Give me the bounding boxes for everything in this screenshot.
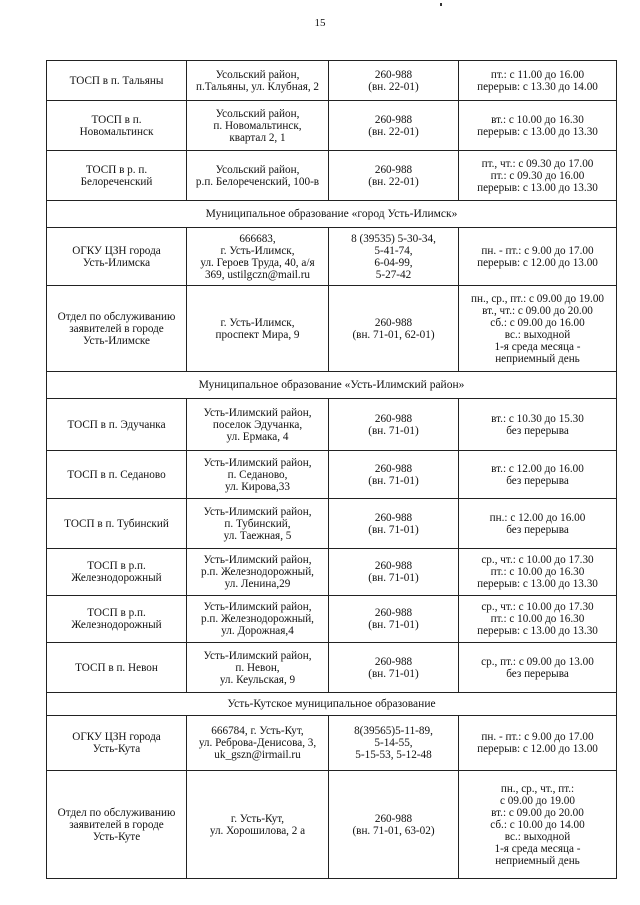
cell-line: 8(39565)5-11-89, xyxy=(354,725,433,737)
cell-line: поселок Эдучанка, xyxy=(212,418,303,431)
cell-line: Усть-Илимска xyxy=(82,256,151,269)
cell-line: ул. Кирова,33 xyxy=(225,480,290,493)
cell-line: неприемный день xyxy=(495,854,580,867)
cell-line: ул. Кеульская, 9 xyxy=(219,673,296,686)
office-row xyxy=(47,643,617,693)
cell-line: (вн. 71-01, 63-02) xyxy=(352,824,435,837)
cell-line: неприемный день xyxy=(495,352,580,365)
cell-line: вт.: с 09.00 до 20.00 xyxy=(491,806,584,819)
hours-cell xyxy=(459,451,617,499)
cell-line: 1-я среда месяца - xyxy=(494,842,581,855)
office-name-cell xyxy=(47,643,187,693)
office-name-cell xyxy=(47,716,187,771)
cell-line: 260-988 xyxy=(374,163,413,176)
hours-cell xyxy=(459,716,617,771)
section-title: Муниципальное образование «Усть-Илимский район» xyxy=(47,372,617,399)
phone-cell xyxy=(329,151,459,201)
cell-line: Усть-Кута xyxy=(92,743,141,755)
cell-line: Новомальтинск xyxy=(79,125,154,138)
cell-line: пт.: с 10.00 до 16.30 xyxy=(490,566,585,578)
cell-line: пт.: с 09.30 до 16.00 xyxy=(490,169,585,182)
scan-speck xyxy=(440,3,442,6)
phone-cell xyxy=(329,399,459,451)
cell-line: ТОСП в п. Эдучанка xyxy=(67,418,166,431)
office-name-cell xyxy=(47,499,187,549)
address-cell xyxy=(187,499,329,549)
phone-cell xyxy=(329,499,459,549)
cell-line: вс.: выходной xyxy=(504,830,571,843)
office-name-cell xyxy=(47,286,187,372)
cell-line: п. Тубинский, xyxy=(224,517,291,530)
cell-line: (вн. 71-01) xyxy=(368,523,419,536)
phone-cell xyxy=(329,549,459,596)
section-title: Муниципальное образование «город Усть-Илимск» xyxy=(47,201,617,228)
cell-line: без перерыва xyxy=(506,667,569,680)
cell-line: сб.: с 10.00 до 14.00 xyxy=(490,818,585,831)
cell-line: 260-988 xyxy=(374,560,413,572)
cell-line: заявителей в городе xyxy=(69,322,164,335)
hours-cell xyxy=(459,549,617,596)
office-name-cell xyxy=(47,596,187,643)
cell-line: 1-я среда месяца - xyxy=(494,340,581,353)
cell-line: Усть-Илимске xyxy=(82,334,151,347)
cell-line: ТОСП в п. Седаново xyxy=(67,468,166,481)
cell-line: ОГКУ ЦЗН города xyxy=(72,244,161,257)
hours-cell xyxy=(459,228,617,286)
phone-cell xyxy=(329,716,459,771)
hours-cell xyxy=(459,151,617,201)
cell-line: Усть-Илимский район, xyxy=(203,554,312,566)
cell-line: ТОСП в р.п. xyxy=(87,560,146,572)
cell-line: 5-41-74, xyxy=(374,244,413,257)
cell-line: 260-988 xyxy=(374,607,413,619)
cell-line: квартал 2, 1 xyxy=(229,131,286,144)
hours-cell xyxy=(459,771,617,879)
cell-line: (вн. 22-01) xyxy=(368,80,419,93)
cell-line: вт.: с 10.00 до 16.30 xyxy=(491,113,584,126)
cell-line: Белореченский xyxy=(80,175,153,188)
address-cell xyxy=(187,151,329,201)
cell-line: пн.: с 12.00 до 16.00 xyxy=(489,511,586,524)
office-name-cell xyxy=(47,228,187,286)
hours-cell xyxy=(459,101,617,151)
cell-line: ТОСП в п. xyxy=(91,113,142,126)
address-cell xyxy=(187,549,329,596)
cell-line: 260-988 xyxy=(374,316,413,329)
phone-cell xyxy=(329,286,459,372)
cell-line: (вн. 71-01) xyxy=(368,424,419,437)
cell-line: пн. - пт.: с 9.00 до 17.00 xyxy=(481,731,594,743)
cell-line: (вн. 71-01) xyxy=(368,619,419,631)
cell-line: 260-988 xyxy=(374,68,413,81)
section-header-row xyxy=(47,693,617,716)
cell-line: без перерыва xyxy=(506,474,569,487)
office-name-cell xyxy=(47,451,187,499)
cell-line: р.п. Белореченский, 100-в xyxy=(195,175,320,188)
cell-line: п.Тальяны, ул. Клубная, 2 xyxy=(195,80,320,93)
phone-cell xyxy=(329,228,459,286)
section-header-row xyxy=(47,201,617,228)
cell-line: вт.: с 12.00 до 16.00 xyxy=(491,462,584,475)
office-row xyxy=(47,399,617,451)
cell-line: 260-988 xyxy=(374,412,413,425)
section-title: Усть-Кутское муниципальное образование xyxy=(47,693,617,716)
cell-line: 260-988 xyxy=(374,462,413,475)
cell-line: Отдел по обслуживанию xyxy=(57,310,176,323)
phone-cell xyxy=(329,771,459,879)
cell-line: ТОСП в р.п. xyxy=(87,607,146,619)
cell-line: Усть-Куте xyxy=(92,830,141,843)
cell-line: г. Усть-Кут, xyxy=(230,812,285,825)
cell-line: ср., пт.: с 09.00 до 13.00 xyxy=(481,655,594,668)
address-cell xyxy=(187,596,329,643)
cell-line: (вн. 71-01, 62-01) xyxy=(352,328,435,341)
cell-line: Железнодорожный xyxy=(71,572,162,584)
cell-line: р.п. Железнодорожный, xyxy=(201,613,314,625)
office-name-cell xyxy=(47,771,187,879)
office-row xyxy=(47,716,617,771)
office-name-cell xyxy=(47,399,187,451)
cell-line: ТОСП в п. Невон xyxy=(75,661,158,674)
hours-cell xyxy=(459,643,617,693)
cell-line: 260-988 xyxy=(374,812,413,825)
cell-line: перерыв: с 13.00 до 13.30 xyxy=(477,125,598,138)
office-name-cell xyxy=(47,101,187,151)
cell-line: заявителей в городе xyxy=(69,818,164,831)
hours-cell xyxy=(459,286,617,372)
phone-cell xyxy=(329,61,459,101)
cell-line: Усть-Илимский район, xyxy=(203,406,312,419)
cell-line: пн. - пт.: с 9.00 до 17.00 xyxy=(481,244,594,257)
cell-line: (вн. 22-01) xyxy=(368,175,419,188)
office-row xyxy=(47,101,617,151)
cell-line: вс.: выходной xyxy=(504,328,571,341)
cell-line: перерыв: с 12.00 до 13.00 xyxy=(477,256,598,269)
cell-line: перерыв: с 13.00 до 13.30 xyxy=(477,578,598,590)
cell-line: Усольский район, xyxy=(215,163,300,176)
address-cell xyxy=(187,451,329,499)
cell-line: ул. Хорошилова, 2 а xyxy=(209,824,306,837)
office-name-cell xyxy=(47,61,187,101)
cell-line: 8 (39535) 5-30-34, xyxy=(351,232,436,245)
office-name-cell xyxy=(47,151,187,201)
cell-line: Усть-Илимский район, xyxy=(203,505,312,518)
cell-line: 5-14-55, xyxy=(374,737,413,749)
address-cell xyxy=(187,228,329,286)
cell-line: ул. Таежная, 5 xyxy=(223,529,292,542)
hours-cell xyxy=(459,399,617,451)
address-cell xyxy=(187,643,329,693)
address-cell xyxy=(187,771,329,879)
office-row xyxy=(47,151,617,201)
address-cell xyxy=(187,399,329,451)
cell-line: вт., чт.: с 09.00 до 20.00 xyxy=(482,304,593,317)
office-row xyxy=(47,596,617,643)
cell-line: р.п. Железнодорожный, xyxy=(201,566,314,578)
cell-line: перерыв: с 12.00 до 13.00 xyxy=(477,743,598,755)
hours-cell xyxy=(459,596,617,643)
address-cell xyxy=(187,286,329,372)
cell-line: Отдел по обслуживанию xyxy=(57,806,176,819)
cell-line: пн., ср., пт.: с 09.00 до 19.00 xyxy=(470,292,605,305)
cell-line: ул. Дорожная,4 xyxy=(221,625,294,637)
cell-line: пт.: с 11.00 до 16.00 xyxy=(490,68,585,81)
cell-line: (вн. 71-01) xyxy=(368,474,419,487)
cell-line: сб.: с 09.00 до 16.00 xyxy=(490,316,585,329)
cell-line: перерыв: с 13.00 до 13.30 xyxy=(477,625,598,637)
cell-line: 260-988 xyxy=(374,113,413,126)
cell-line: Усть-Илимский район, xyxy=(203,601,312,613)
cell-line: ТОСП в р. п. xyxy=(85,163,148,176)
cell-line: Усольский район, xyxy=(215,107,300,120)
address-cell xyxy=(187,61,329,101)
cell-line: ул. Героев Труда, 40, а/я xyxy=(200,256,315,269)
cell-line: без перерыва xyxy=(506,424,569,437)
cell-line: 666784, г. Усть-Кут, xyxy=(211,725,304,737)
cell-line: ТОСП в п. Тальяны xyxy=(69,74,164,87)
table-body xyxy=(47,61,617,879)
cell-line: пт., чт.: с 09.30 до 17.00 xyxy=(481,157,594,170)
cell-line: 369, ustilgczn@mail.ru xyxy=(204,268,311,281)
office-row xyxy=(47,499,617,549)
office-name-cell xyxy=(47,549,187,596)
cell-line: перерыв: с 13.00 до 13.30 xyxy=(477,181,598,194)
cell-line: пт.: с 10.00 до 16.30 xyxy=(490,613,585,625)
address-cell xyxy=(187,101,329,151)
cell-line: (вн. 22-01) xyxy=(368,125,419,138)
cell-line: с 09.00 до 19.00 xyxy=(500,794,575,807)
cell-line: uk_gszn@irmail.ru xyxy=(214,749,301,761)
cell-line: (вн. 71-01) xyxy=(368,667,419,680)
cell-line: г. Усть-Илимск, xyxy=(220,244,295,257)
office-row xyxy=(47,286,617,372)
office-row xyxy=(47,228,617,286)
address-cell xyxy=(187,716,329,771)
cell-line: 5-15-53, 5-12-48 xyxy=(355,749,432,761)
phone-cell xyxy=(329,596,459,643)
cell-line: 666683, xyxy=(239,232,276,245)
cell-line: вт.: с 10.30 до 15.30 xyxy=(491,412,584,425)
phone-cell xyxy=(329,643,459,693)
cell-line: п. Новомальтинск, xyxy=(213,119,302,132)
cell-line: 260-988 xyxy=(374,655,413,668)
cell-line: 5-27-42 xyxy=(375,268,412,281)
phone-cell xyxy=(329,101,459,151)
cell-line: пн., ср., чт., пт.: xyxy=(500,782,575,795)
cell-line: ул. Ермака, 4 xyxy=(226,430,289,443)
hours-cell xyxy=(459,499,617,549)
cell-line: п. Невон, xyxy=(235,661,280,674)
page-number: 15 xyxy=(314,17,326,29)
cell-line: ул. Реброва-Денисова, 3, xyxy=(198,737,317,749)
cell-line: 260-988 xyxy=(374,511,413,524)
phone-cell xyxy=(329,451,459,499)
cell-line: перерыв: с 13.30 до 14.00 xyxy=(477,80,598,93)
office-row xyxy=(47,61,617,101)
cell-line: 6-04-99, xyxy=(374,256,413,269)
cell-line: Усть-Илимский район, xyxy=(203,456,312,469)
cell-line: Железнодорожный xyxy=(71,619,162,631)
office-row xyxy=(47,771,617,879)
hours-cell xyxy=(459,61,617,101)
cell-line: ТОСП в п. Тубинский xyxy=(64,517,169,530)
cell-line: Усольский район, xyxy=(215,68,300,81)
cell-line: (вн. 71-01) xyxy=(368,572,419,584)
cell-line: ср., чт.: с 10.00 до 17.30 xyxy=(481,554,594,566)
cell-line: ср., чт.: с 10.00 до 17.30 xyxy=(481,601,594,613)
section-header-row xyxy=(47,372,617,399)
cell-line: Усть-Илимский район, xyxy=(203,649,312,662)
cell-line: ул. Ленина,29 xyxy=(224,578,291,590)
employment-offices-table xyxy=(46,60,617,879)
cell-line: п. Седаново, xyxy=(227,468,288,481)
cell-line: проспект Мира, 9 xyxy=(215,328,300,341)
office-row xyxy=(47,549,617,596)
cell-line: ОГКУ ЦЗН города xyxy=(72,731,161,743)
office-row xyxy=(47,451,617,499)
cell-line: г. Усть-Илимск, xyxy=(220,316,295,329)
cell-line: без перерыва xyxy=(506,523,569,536)
